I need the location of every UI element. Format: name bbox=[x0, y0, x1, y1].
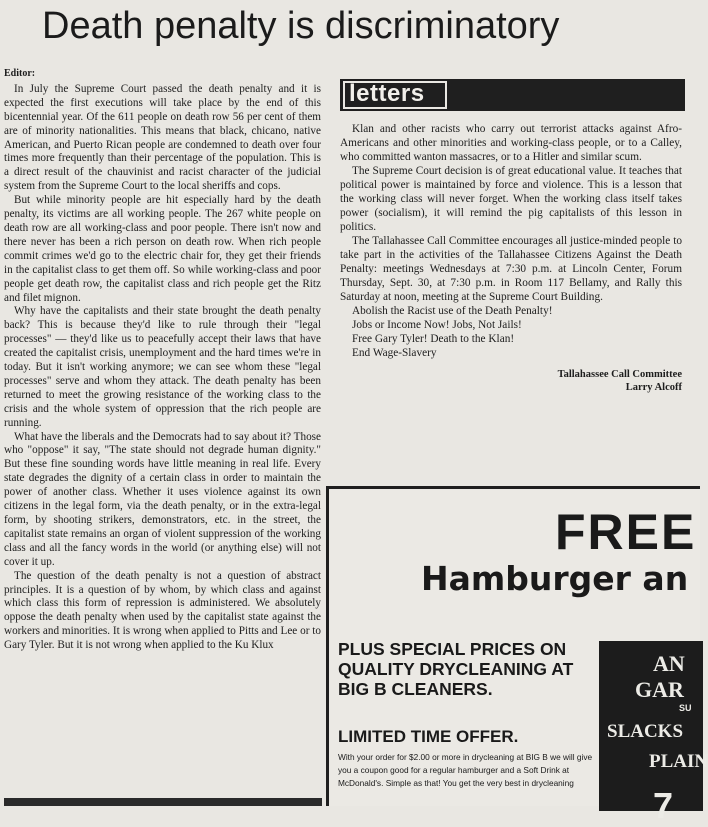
ad-black-line: SLACKS bbox=[607, 721, 684, 742]
right-column bbox=[340, 122, 682, 394]
paragraph: Klan and other racists who carry out terrorist attacks against Afro-Americans and other minorities and working-class people, or to a Calley, who committed wanton massacres, or to a Hitler and similar scum. bbox=[340, 123, 682, 163]
ad-free-heading: FREE bbox=[555, 504, 697, 560]
headline: Death penalty is discriminatory bbox=[42, 5, 560, 47]
ad-black-line: 7 bbox=[653, 785, 674, 826]
ad-hamburger-heading: Hamburger an bbox=[421, 559, 689, 598]
slogan-list bbox=[340, 304, 682, 360]
slogan: Free Gary Tyler! Death to the Klan! bbox=[352, 333, 515, 345]
ad-black-line: AN bbox=[653, 651, 685, 676]
salutation: Editor: bbox=[4, 68, 36, 79]
paragraph: What have the liberals and the Democrats had to say about it? Those who "oppose" it say, "The state should not degrade human dignity." But these fine sounding words have little meaning in real life. Every state degrades the dignity of a certain class in order to maintain the power of another class. Whether it uses violence against its own citizens in the legal form, via the death penalty, or in the extra-legal form, by shooting strikers, demonstrators, etc. in the street, the capitalist state remains an organ of violent suppression of the working class and all the fancy words in the world (or anything else) will not cover it up. bbox=[4, 430, 321, 568]
ad-black-line: PLAIN bbox=[649, 751, 708, 772]
bottom-rule bbox=[4, 798, 322, 806]
ad-special-prices: PLUS SPECIAL PRICES ON QUALITY DRYCLEANING AT BIG B CLEANERS. bbox=[338, 639, 574, 699]
signature-org: Tallahassee Call Committee bbox=[557, 369, 682, 380]
signature bbox=[340, 368, 682, 394]
slogan: Abolish the Racist use of the Death Penalty! bbox=[352, 305, 553, 317]
left-column bbox=[4, 67, 321, 806]
ad-black-line: SU bbox=[679, 703, 692, 713]
paragraph: The Supreme Court decision is of great educational value. It teaches that political power is maintained by force and violence. This is a lesson that the working class will never forget. When the working class itself takes power (socialism), it will remind the pig capitalists of this lesson in politics. bbox=[340, 165, 682, 233]
ad-black-panel bbox=[599, 641, 708, 826]
paragraph: But while minority people are hit especially hard by the death penalty, its victims are all working people. The 267 white people on death row are all working-class and poor people. There isn't now and there never has been a rich person on death row. When rich people commit crimes we'd go to the electric chair for, they get their friends in the capitalist class to get them off. So while working-class and poor people get death row, the capitalist class and rich people get the Ritz and filet mignon. bbox=[4, 194, 321, 304]
advertisement bbox=[326, 486, 708, 826]
ad-limited-offer: LIMITED TIME OFFER. bbox=[338, 727, 519, 746]
ad-black-line: GAR bbox=[635, 677, 684, 702]
ad-body-text: With your order for $2.00 or more in drycleaning at BIG B we will give you a coupon good for a regular hamburger and a Soft Drink at McDonald's. Simple as that! You get the very best in drycleaning bbox=[338, 752, 593, 788]
letters-banner bbox=[340, 79, 685, 111]
slogan: Jobs or Income Now! Jobs, Not Jails! bbox=[352, 319, 522, 331]
paragraph: Why have the capitalists and their state brought the death penalty back? This is because they'd like to rule through their "legal processes" — they'd like us to peacefully accept their laws that have created the capitalist crisis, unemployment and the hard times we're in today. But it isn't working anymore; we can see whom these "legal processes" serve and whom they attack. The death penalty has been returned to meet the growing resistance of the working class to the crisis and the whole system of oppression that the rich people are running. bbox=[4, 305, 321, 429]
paragraph: The Tallahassee Call Committee encourages all justice-minded people to take part in the activities of the Tallahassee Citizens Against the Death Penalty: meetings Wednesdays at 7:30 p.m. at Lincoln Center, Forum Thursday, Sept. 30, at 7:30 p.m. in Room 117 Bellamy, and Rally this Saturday at noon, meeting at the Supreme Court Building. bbox=[340, 235, 682, 303]
paragraph: In July the Supreme Court passed the death penalty and it is expected the first executions will take place by the end of this bicentennial year. Of the 611 people on death row 56 per cent of them are of minority nationalities. This means that black, chicano, native American, and Puerto Rican people are condemned to death over four times more frequently than their percentage of the population. This is a direct result of the chauvinist and racist character of the judicial system from the Supreme Court to the local sheriffs and cops. bbox=[4, 82, 321, 193]
section-label: letters bbox=[343, 81, 447, 109]
slogan: End Wage-Slavery bbox=[352, 347, 437, 359]
paragraph: The question of the death penalty is not a question of abstract principles. It is a question of by whom, by which class and against which class this form of repression is administered. We absolutely oppose the death penalty when used by the capitalist state against the workers and minorities. It is wrong when applied to Pitts and Lee or to Gary Tyler. But it is not wrong when applied to the Ku Klux bbox=[4, 569, 321, 652]
signature-name: Larry Alcoff bbox=[625, 382, 682, 393]
